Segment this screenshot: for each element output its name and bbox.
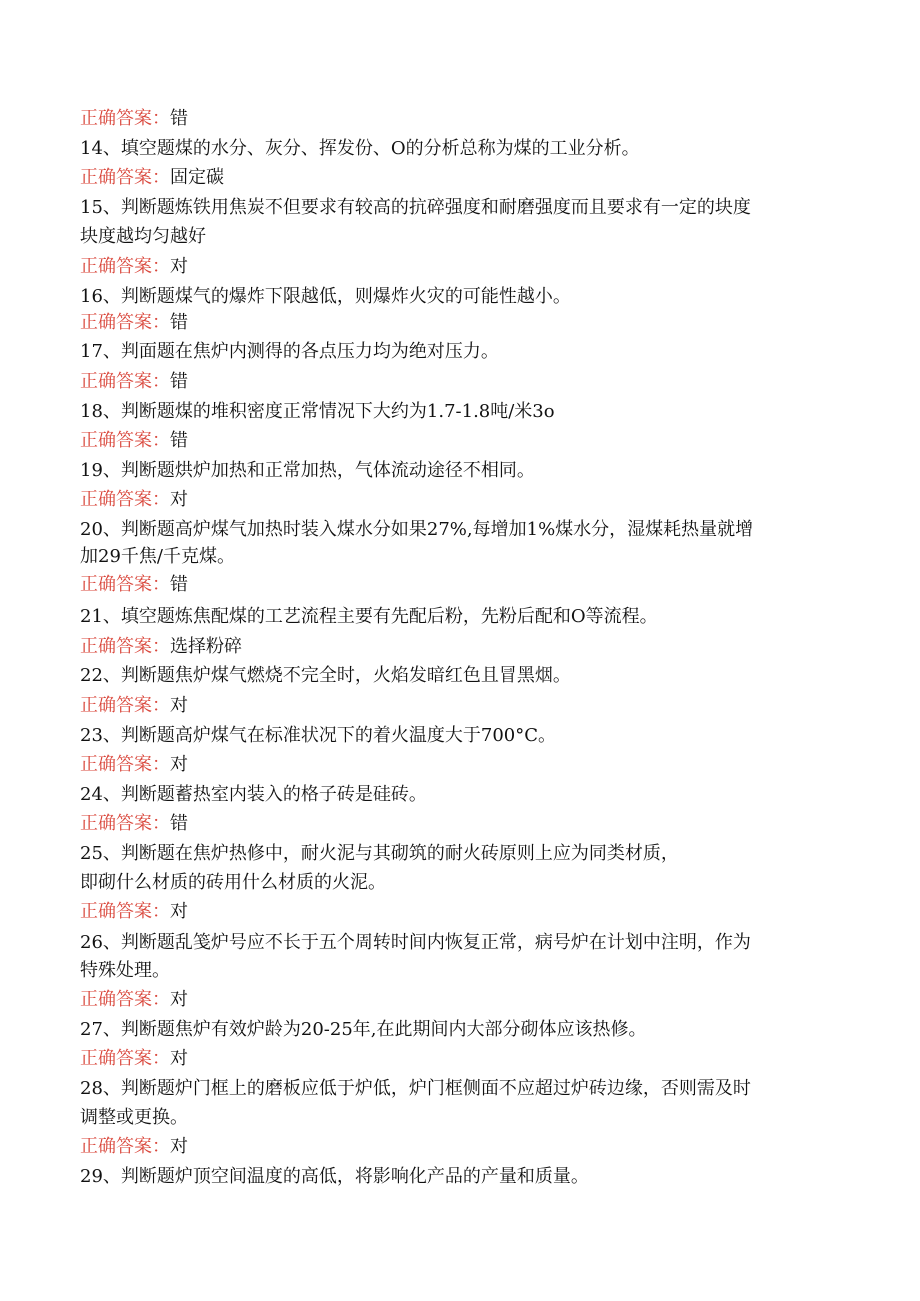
answer-value: 对 xyxy=(170,256,188,277)
question-line: 调整或更换。 xyxy=(80,1107,188,1128)
answer-label: 正确答案： xyxy=(80,108,170,129)
answer-value: 错 xyxy=(170,813,188,834)
question-line: 29、判断题炉顶空间温度的高低，将影响化产品的产量和质量。 xyxy=(80,1166,589,1187)
question-line: 即砌什么材质的砖用什么材质的火泥。 xyxy=(80,872,386,893)
question-line: 27、判断题焦炉有效炉龄为20-25年,在此期间内大部分砌体应该热修。 xyxy=(80,1019,647,1040)
answer-value: 对 xyxy=(170,989,188,1010)
answer-label: 正确答案： xyxy=(80,1048,170,1069)
question-line: 15、判断题炼铁用焦炭不但要求有较高的抗碎强度和耐磨强度而且要求有一定的块度 xyxy=(80,197,751,218)
answer-value: 对 xyxy=(170,754,188,775)
answer-label: 正确答案： xyxy=(80,312,170,333)
answer-line xyxy=(80,989,840,1011)
answer-label: 正确答案： xyxy=(80,371,170,392)
answer-value: 选择粉碎 xyxy=(170,636,242,657)
question-line: 特殊处理。 xyxy=(80,960,170,981)
answer-value: 错 xyxy=(170,574,188,595)
question-line: 26、判断题乱笺炉号应不长于五个周转时间内恢复正常，病号炉在计划中注明，作为 xyxy=(80,932,751,953)
answer-label: 正确答案： xyxy=(80,1136,170,1157)
answer-line xyxy=(80,430,840,452)
answer-line xyxy=(80,754,840,776)
answer-line xyxy=(80,108,840,130)
answer-line xyxy=(80,371,840,393)
answer-line xyxy=(80,489,840,511)
answer-line xyxy=(80,312,840,334)
answer-line xyxy=(80,636,840,658)
answer-label: 正确答案： xyxy=(80,430,170,451)
question-line: 22、判断题焦炉煤气燃烧不完全时，火焰发暗红色且冒黑烟。 xyxy=(80,665,571,686)
question-line: 20、判断题高炉煤气加热时装入煤水分如果27%,每增加1%煤水分，湿煤耗热量就增 xyxy=(80,519,754,540)
answer-line xyxy=(80,167,840,189)
answer-value: 对 xyxy=(170,1048,188,1069)
question-line: 19、判断题烘炉加热和正常加热，气体流动途径不相同。 xyxy=(80,460,535,481)
answer-value: 对 xyxy=(170,901,188,922)
question-line: 18、判断题煤的堆积密度正常情况下大约为1.7-1.8吨/米3o xyxy=(80,401,555,422)
answer-label: 正确答案： xyxy=(80,695,170,716)
question-line: 块度越均匀越好 xyxy=(80,226,206,247)
answer-value: 对 xyxy=(170,695,188,716)
answer-line xyxy=(80,1048,840,1070)
question-line: 14、填空题煤的水分、灰分、挥发份、O的分析总称为煤的工业分析。 xyxy=(80,138,640,159)
question-line: 16、判断题煤气的爆炸下限越低，则爆炸火灾的可能性越小。 xyxy=(80,286,571,307)
answer-value: 固定碳 xyxy=(170,167,224,188)
answer-label: 正确答案： xyxy=(80,574,170,595)
answer-label: 正确答案： xyxy=(80,813,170,834)
answer-line xyxy=(80,1136,840,1158)
answer-line xyxy=(80,256,840,278)
answer-value: 对 xyxy=(170,489,188,510)
answer-value: 错 xyxy=(170,430,188,451)
answer-label: 正确答案： xyxy=(80,754,170,775)
question-line: 加29千焦/千克煤。 xyxy=(80,546,235,567)
answer-label: 正确答案： xyxy=(80,256,170,277)
answer-value: 对 xyxy=(170,1136,188,1157)
answer-value: 错 xyxy=(170,108,188,129)
answer-line xyxy=(80,901,840,923)
answer-label: 正确答案： xyxy=(80,167,170,188)
question-line: 28、判断题炉门框上的磨板应低于炉低，炉门框侧面不应超过炉砖边缘，否则需及时 xyxy=(80,1078,751,1099)
question-line: 25、判断题在焦炉热修中，耐火泥与其砌筑的耐火砖原则上应为同类材质， xyxy=(80,843,679,864)
answer-label: 正确答案： xyxy=(80,489,170,510)
answer-label: 正确答案： xyxy=(80,636,170,657)
answer-line xyxy=(80,574,840,596)
question-line: 24、判断题蓄热室内装入的格子砖是硅砖。 xyxy=(80,784,427,805)
answer-value: 错 xyxy=(170,312,188,333)
question-line: 23、判断题高炉煤气在标准状况下的着火温度大于700°C。 xyxy=(80,725,557,746)
answer-value: 错 xyxy=(170,371,188,392)
answer-label: 正确答案： xyxy=(80,901,170,922)
answer-line xyxy=(80,813,840,835)
answer-label: 正确答案： xyxy=(80,989,170,1010)
question-line: 17、判面题在焦炉内测得的各点压力均为绝对压力。 xyxy=(80,341,499,362)
answer-line xyxy=(80,695,840,717)
question-line: 21、填空题炼焦配煤的工艺流程主要有先配后粉，先粉后配和O等流程。 xyxy=(80,606,658,627)
